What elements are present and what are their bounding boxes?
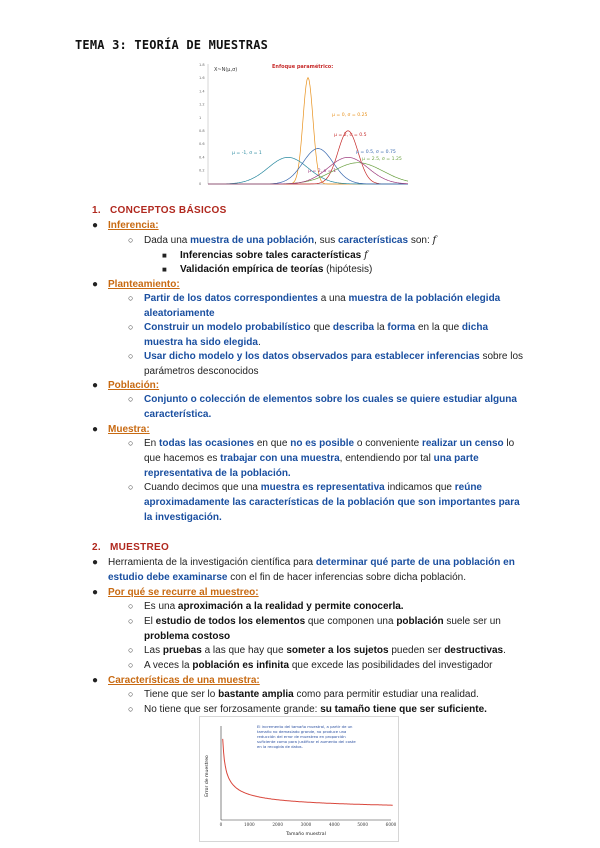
section-heading-conceptos: 1. CONCEPTOS BÁSICOS: [92, 205, 227, 216]
y-tick-label: 1.4: [199, 89, 205, 94]
curve-label: μ = 0.5, σ = 0.75: [356, 150, 396, 155]
curve-label: μ = 2, σ = 0.5: [334, 133, 367, 138]
curve-label: μ = 0, σ = 0.25: [332, 113, 368, 118]
y-tick-label: 0.4: [199, 155, 205, 160]
y-tick-label: 0: [199, 181, 202, 186]
x-tick-label: 5000: [357, 822, 369, 827]
section-heading-muestreo: 2. MUESTREO: [92, 542, 170, 553]
x-tick-label: 3000: [300, 822, 312, 827]
x-tick-label: 0: [219, 822, 223, 827]
normal-distributions-figure: [196, 56, 410, 196]
y-tick-label: 1.6: [199, 76, 205, 81]
x-tick-label: 1000: [243, 822, 255, 827]
figure1-formula: X~N(μ,σ): [214, 67, 238, 73]
page-title: TEMA 3: TEORÍA DE MUESTRAS: [75, 38, 269, 52]
annotation-line: reducción del error de muestreo en proporción: [257, 734, 346, 739]
y-tick-label: 1.2: [199, 102, 205, 107]
y-tick-label: 0.2: [199, 168, 205, 173]
curve-label: μ = 2, σ = 1: [308, 169, 337, 174]
y-axis-label: Error de muestreo: [205, 755, 210, 797]
x-tick-label: 4000: [328, 822, 340, 827]
annotation-line: El incremento del tamaño muestral, a partir de un: [257, 724, 353, 729]
x-tick-label: 6000: [385, 822, 397, 827]
annotation-line: suficiente como para justificar el aumento del coste: [257, 739, 356, 744]
y-tick-label: 1.8: [199, 63, 205, 67]
figure1-label: Enfoque paramétrico:: [272, 64, 334, 70]
y-tick-label: 1: [199, 115, 202, 120]
y-tick-label: 0.6: [199, 142, 205, 147]
sampling-error-figure: [199, 716, 399, 842]
annotation-line: tamaño no demasiado grande, no produce una: [257, 729, 347, 734]
x-axis-label: Tamaño muestral: [286, 832, 326, 837]
curve-label: μ = 2.5, σ = 1.25: [362, 157, 402, 162]
annotation-line: en la recogida de datos.: [257, 744, 303, 749]
y-tick-label: 0.8: [199, 129, 205, 133]
x-tick-label: 2000: [272, 822, 284, 827]
curve-label: μ = -1, σ = 1: [232, 151, 262, 156]
